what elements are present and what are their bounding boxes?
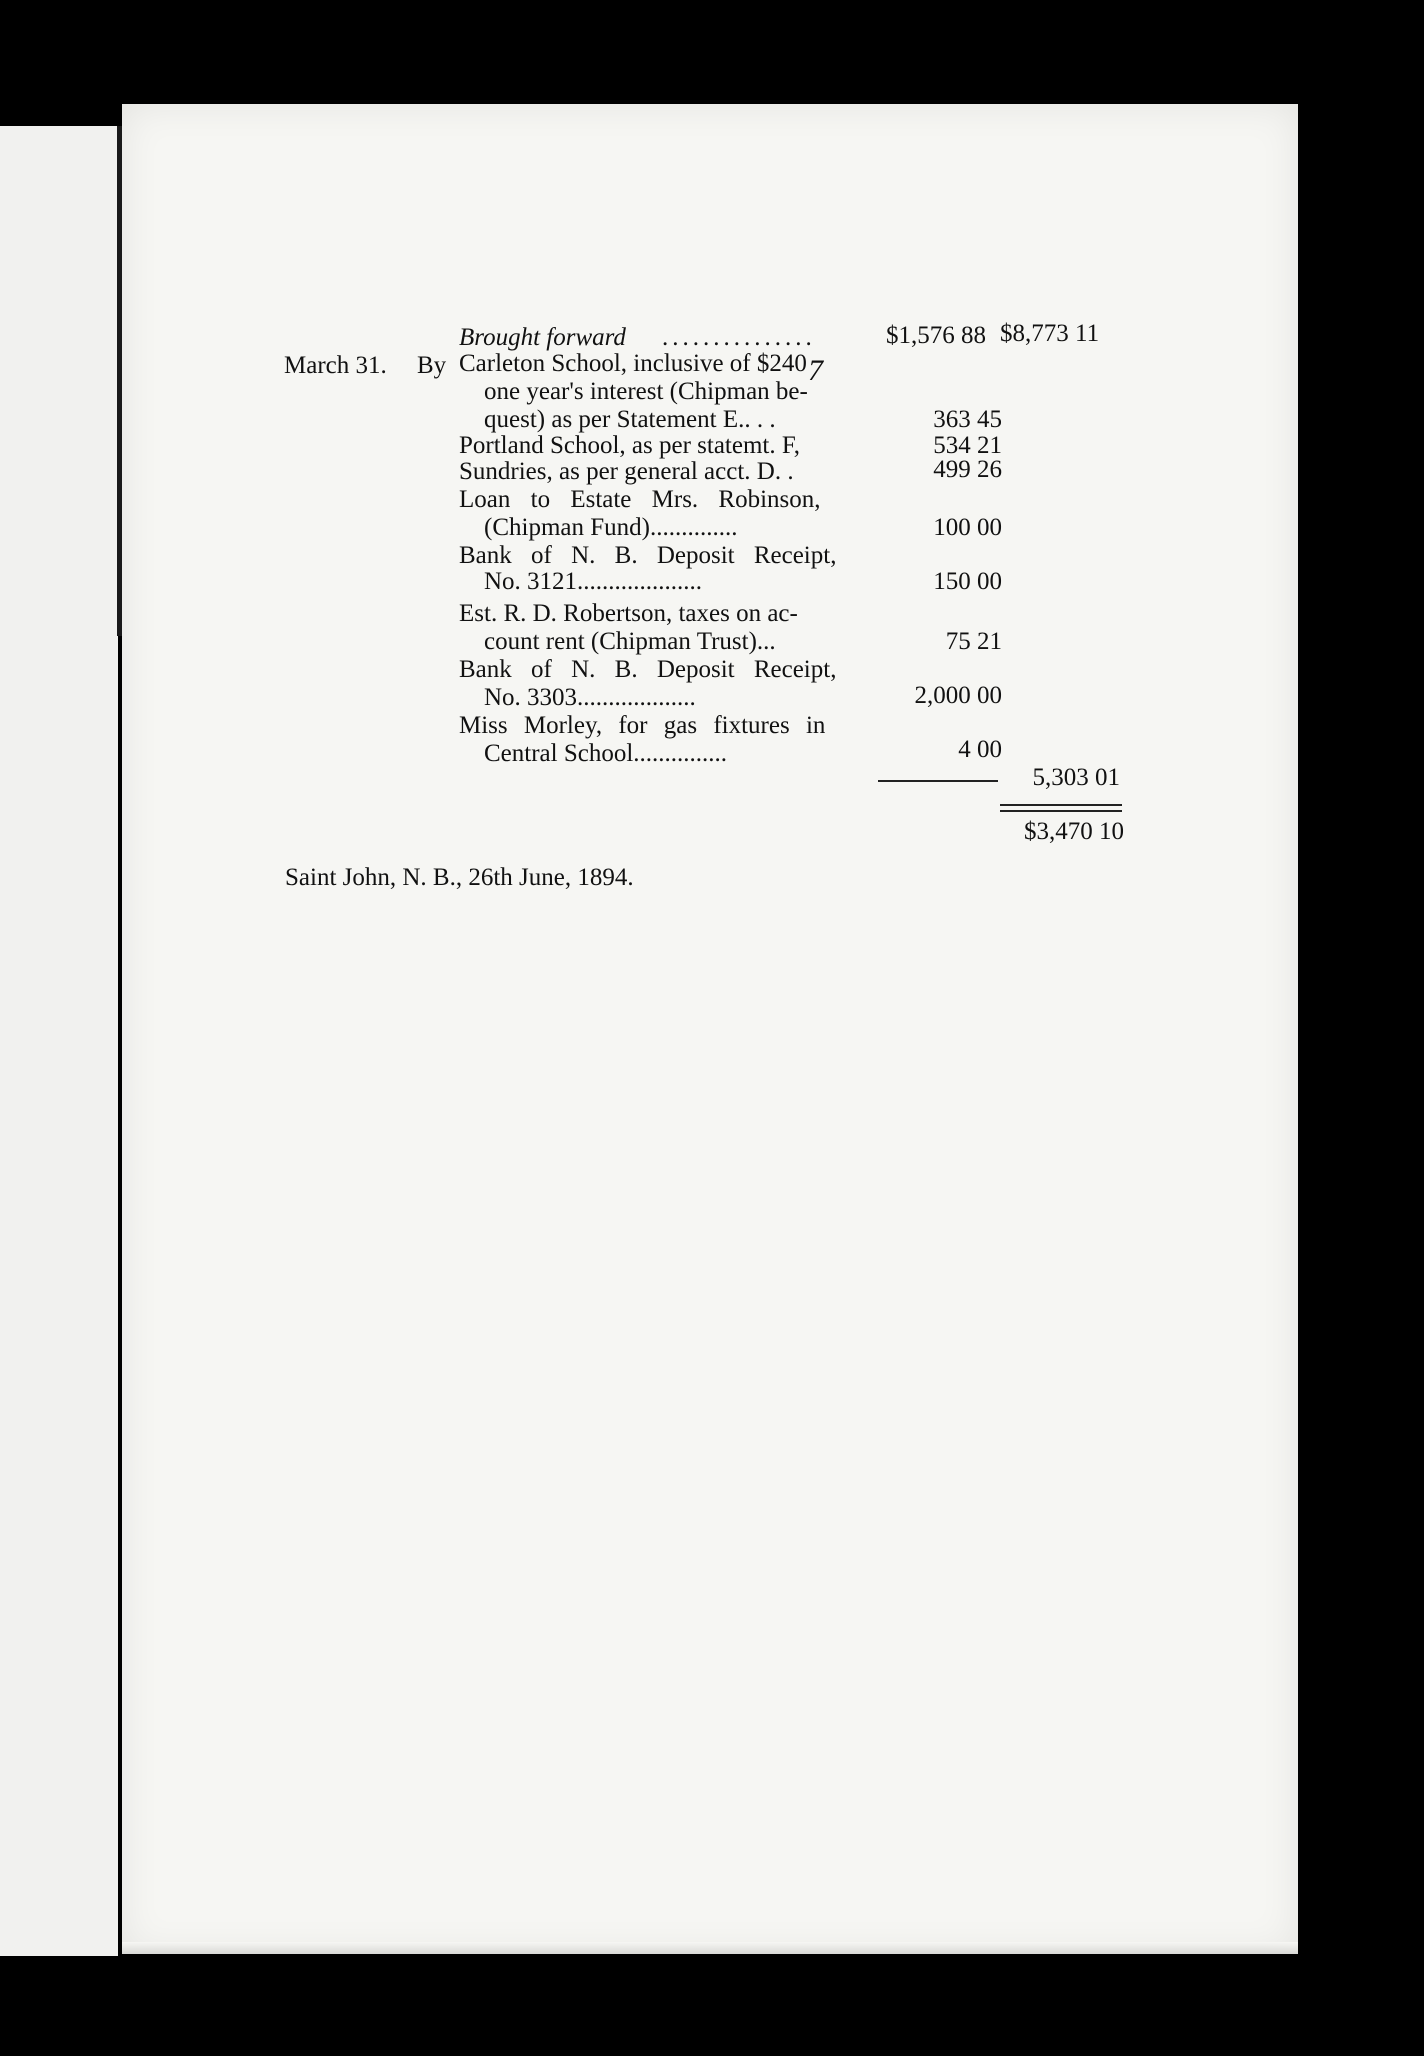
place-date-line: Saint John, N. B., 26th June, 1894. <box>285 864 634 891</box>
balance-amount: $3,470 10 <box>1024 818 1124 845</box>
page-number: 7 <box>808 354 823 387</box>
ledger-line-amount: 75 21 <box>945 628 1002 655</box>
ledger-line-amount: 150 00 <box>933 568 1002 595</box>
total-rule-top <box>1000 804 1122 806</box>
entry-prefix: By <box>417 352 447 379</box>
brought-forward-label: Brought forward <box>459 324 626 351</box>
ledger-line-text: quest) as per Statement E.. . . <box>484 406 776 433</box>
ledger-line-amount: 100 00 <box>933 514 1002 541</box>
ledger-line-text: No. 3303................... <box>484 684 696 711</box>
subtotal-amount: 5,303 01 <box>1032 764 1120 791</box>
ledger-line-amount: 534 21 <box>933 432 1002 459</box>
ledger-line-text: Miss Morley, for gas fixtures in <box>459 712 826 739</box>
ledger-line-text: (Chipman Fund).............. <box>484 514 738 541</box>
ledger-line-text: Bank of N. B. Deposit Receipt, <box>459 542 837 569</box>
ledger-line-text: count rent (Chipman Trust)... <box>484 628 776 655</box>
ledger-line-amount: 499 26 <box>933 456 1002 483</box>
entry-date: March 31. <box>284 352 387 379</box>
brought-forward-leader: ............... <box>662 324 816 351</box>
brought-forward-total: $8,773 11 <box>1000 320 1100 347</box>
ledger-line-text: Carleton School, inclusive of $240 <box>459 350 807 377</box>
brought-forward-amount: $1,576 88 <box>886 322 986 349</box>
ledger-line-text: Portland School, as per statemt. F, <box>459 432 801 459</box>
ledger-line-text: Sundries, as per general acct. D. . <box>459 458 794 485</box>
ledger-line-text: Bank of N. B. Deposit Receipt, <box>459 656 837 683</box>
ledger-line-text: one year's interest (Chipman be- <box>484 378 808 405</box>
ledger-line-amount: 2,000 00 <box>914 682 1002 709</box>
total-rule-bottom <box>1000 810 1122 812</box>
ledger-line-amount: 4 00 <box>958 736 1002 763</box>
ledger-line-text: Loan to Estate Mrs. Robinson, <box>459 486 821 513</box>
ledger-line-text: Est. R. D. Robertson, taxes on ac- <box>459 600 798 627</box>
ledger-line-text: Central School............... <box>484 740 728 767</box>
adjacent-page-strip <box>0 126 118 1956</box>
document-page <box>122 104 1298 1954</box>
ledger-line-text: No. 3121.................... <box>484 568 703 595</box>
ledger-line-amount: 363 45 <box>933 406 1002 433</box>
